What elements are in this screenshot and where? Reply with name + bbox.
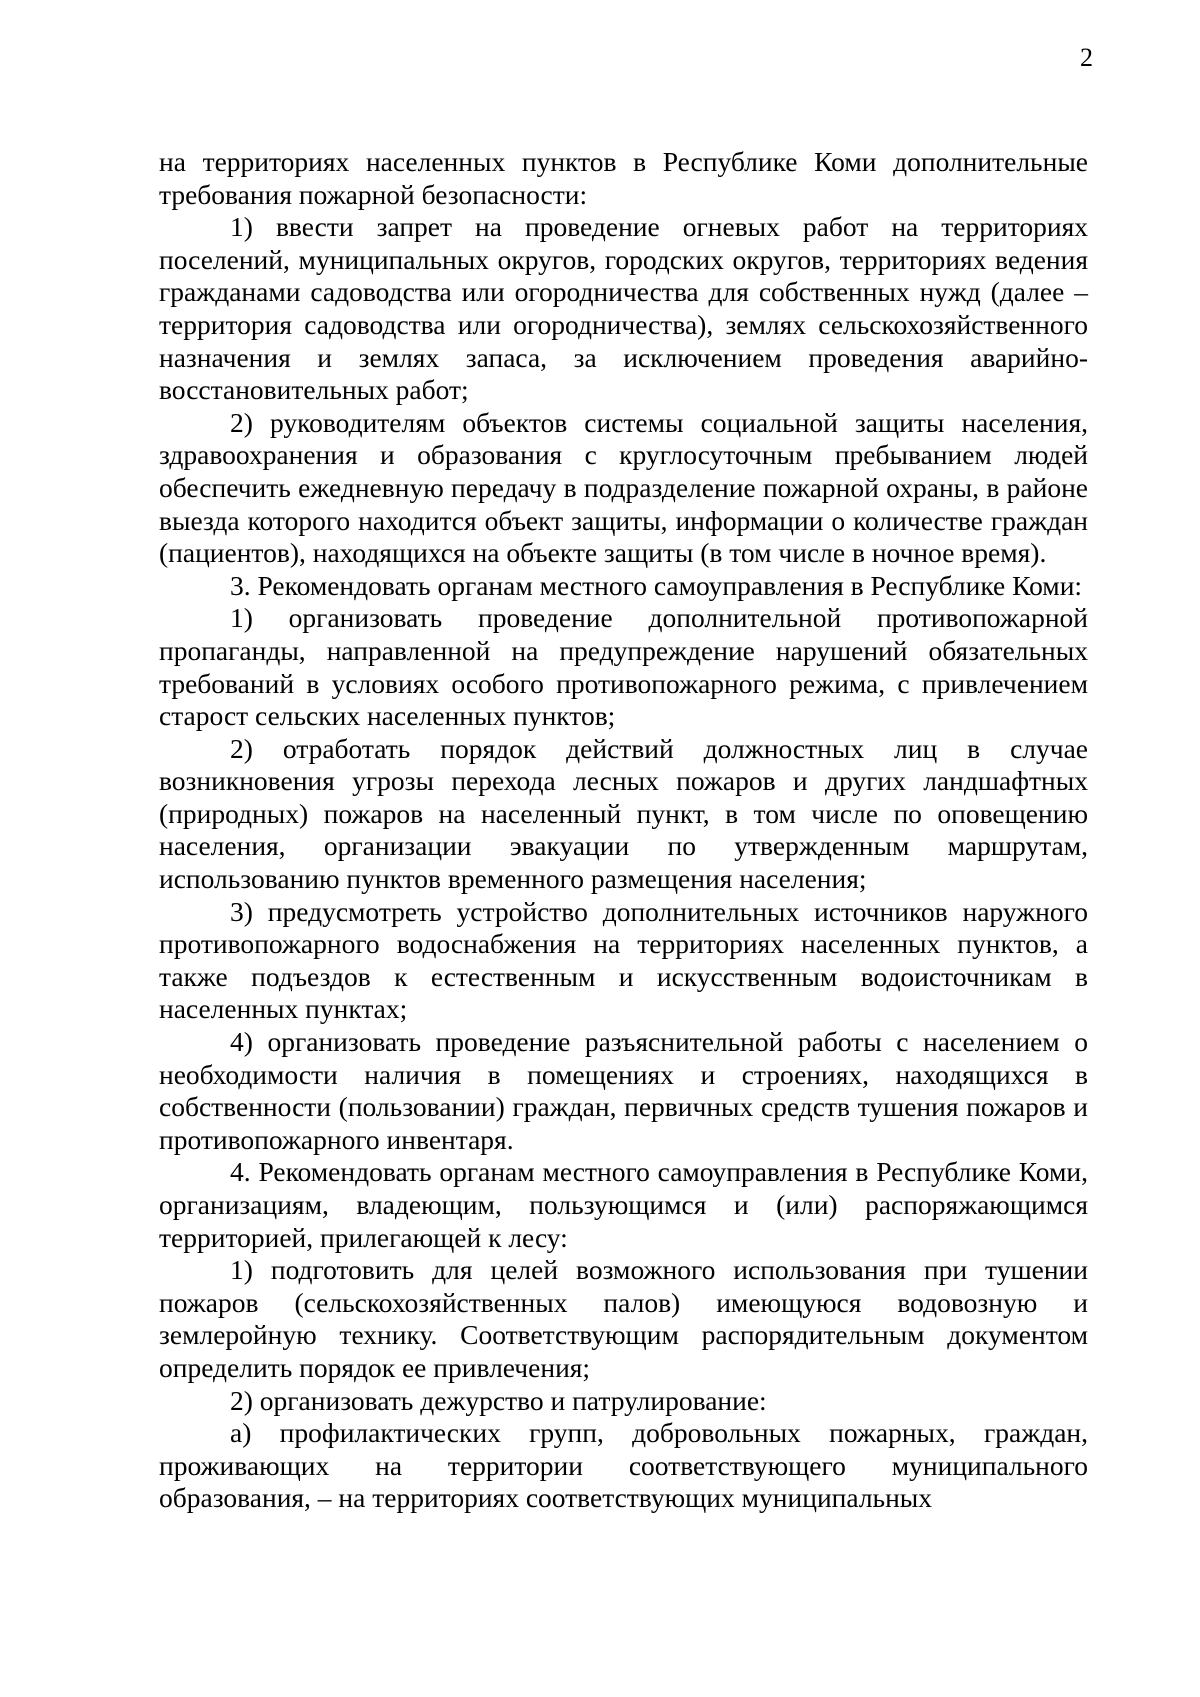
paragraph-section-4: 4. Рекомендовать органам местного самоуправления в Республике Коми, организациям, владеющим, пользующимся и (или) распоряжающимся территорией, прилегающей к лесу: (159, 1156, 1088, 1253)
paragraph-section-3-item-2: 2) отработать порядок действий должностных лиц в случае возникновения угрозы перехода лесных пожаров и других ландшафтных (природных) пожаров на населенный пункт, в том числе по оповещению населения, организации эвакуации по утвержденным маршрутам, использованию пунктов временного размещения населения; (159, 732, 1088, 895)
paragraph-item-2-social-facilities: 2) руководителям объектов системы социальной защиты населения, здравоохранения и образования с круглосуточным пребыванием людей обеспечить ежедневную передачу в подразделение пожарной охраны, в районе выезда которого находится объект защиты, информации о количестве граждан (пациентов), находящихся на объекте защиты (в том числе в ночное время). (159, 406, 1088, 569)
paragraph-item-1-ban-fire-works: 1) ввести запрет на проведение огневых работ на территориях поселений, муниципальных округов, городских округов, территориях ведения гражданами садоводства или огородничества для собственных нужд (далее – территория садоводства или огородничества), землях сельскохозяйственного назначения и землях запаса, за исключением проведения аварийно-восстановительных работ; (159, 211, 1088, 406)
document-body (159, 146, 1088, 1515)
paragraph-section-4-item-2a: а) профилактических групп, добровольных пожарных, граждан, проживающих на территории соответствующего муниципального образования, – на территориях соответствующих муниципальных (159, 1417, 1088, 1514)
paragraph-section-4-item-2: 2) организовать дежурство и патрулирование: (230, 1384, 767, 1416)
paragraph-intro: на территориях населенных пунктов в Республике Коми дополнительные требования пожарной безопасности: (159, 146, 1088, 210)
paragraph-section-3: 3. Рекомендовать органам местного самоуправления в Республике Коми: (230, 569, 1083, 601)
paragraph-section-3-item-1: 1) организовать проведение дополнительной противопожарной пропаганды, направленной на предупреждение нарушений обязательных требований в условиях особого противопожарного режима, с привлечением старост сельских населенных пунктов; (159, 602, 1088, 732)
paragraph-section-3-item-4: 4) организовать проведение разъяснительной работы с населением о необходимости наличия в помещениях и строениях, находящихся в собственности (пользовании) граждан, первичных средств тушения пожаров и противопожарного инвентаря. (159, 1026, 1088, 1155)
paragraph-section-4-item-1: 1) подготовить для целей возможного использования при тушении пожаров (сельскохозяйственных палов) имеющуюся водовозную и землеройную технику. Соответствующим распорядительным документом определить порядок ее привлечения; (159, 1254, 1088, 1383)
paragraph-section-3-item-3: 3) предусмотреть устройство дополнительных источников наружного противопожарного водоснабжения на территориях населенных пунктов, а также подъездов к естественным и искусственным водоисточникам в населенных пунктах; (159, 895, 1088, 1025)
page-number: 2 (1080, 43, 1093, 72)
